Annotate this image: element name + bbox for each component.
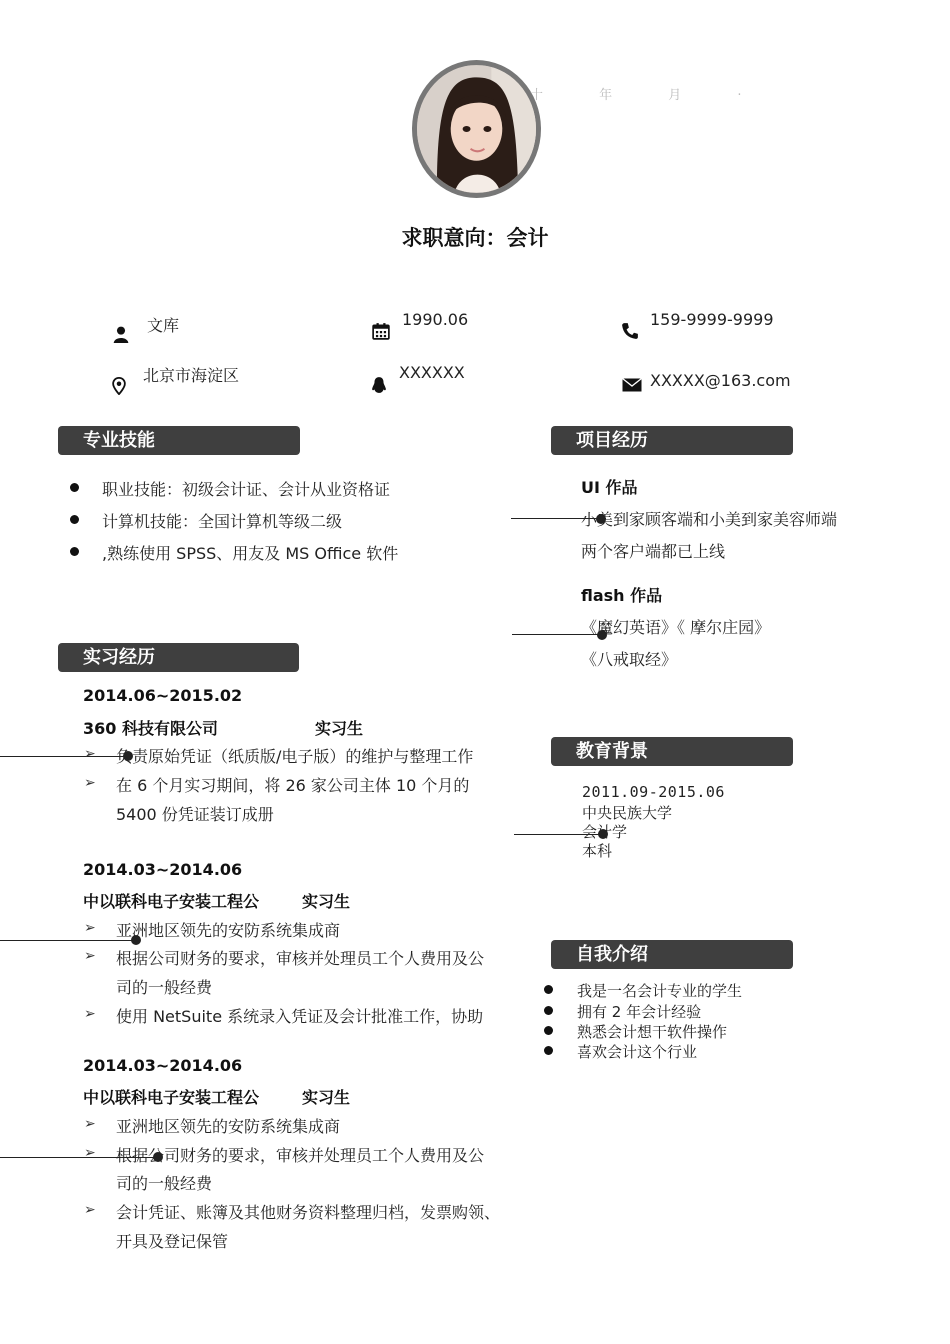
arrow-bullet-icon: ➢ [84, 1202, 96, 1218]
internship-bullet: 司的一般经费 [116, 1174, 213, 1193]
internship-period: 2014.03~2014.06 [83, 1056, 243, 1075]
contact-address: 北京市海淀区 [143, 366, 240, 385]
mail-icon [622, 377, 642, 393]
internship-bullet: 亚洲地区领先的安防系统集成商 [116, 921, 341, 940]
profile-photo [412, 60, 541, 198]
internship-bullet: 在 6 个月实习期间，将 26 家公司主体 10 个月的 [116, 776, 470, 795]
arrow-bullet-icon: ➢ [84, 1006, 96, 1022]
self-intro-item: 拥有 2 年会计经验 [577, 1003, 702, 1021]
internship-role: 实习生 [302, 1088, 351, 1107]
education-period: 2011.09-2015.06 [582, 783, 725, 801]
phone-icon [621, 322, 639, 340]
bullet-dot [70, 547, 79, 556]
project-line: 《八戒取经》 [581, 650, 678, 669]
bullet-dot [70, 483, 79, 492]
internship-bullet: 会计凭证、账簿及其他财务资料整理归档，发票购领、 [116, 1203, 501, 1222]
project-group-title: flash 作品 [581, 586, 663, 605]
internship-bullet: 5400 份凭证装订成册 [116, 805, 274, 824]
arrow-bullet-icon: ➢ [84, 746, 96, 762]
internship-company: 中以联科电子安装工程公 [83, 892, 260, 911]
internship-period: 2014.06~2015.02 [83, 686, 243, 705]
section-header-projects: 项目经历 [551, 426, 793, 455]
skill-item: ,熟练使用 SPSS、用友及 MS Office 软件 [102, 544, 399, 563]
internship-role: 实习生 [315, 719, 364, 738]
qq-penguin-icon [370, 376, 388, 394]
skill-item: 职业技能：初级会计证、会计从业资格证 [102, 480, 391, 499]
internship-bullet: 司的一般经费 [116, 978, 213, 997]
internship-role: 实习生 [302, 892, 351, 911]
internship-company: 360 科技有限公司 [83, 719, 218, 738]
internship-bullet: 亚洲地区领先的安防系统集成商 [116, 1117, 341, 1136]
education-school: 中央民族大学 [582, 804, 673, 822]
faded-header-text: 十 年 月 · [530, 88, 768, 103]
skill-item: 计算机技能：全国计算机等级二级 [102, 512, 343, 531]
internship-company: 中以联科电子安装工程公 [83, 1088, 260, 1107]
contact-phone: 159-9999-9999 [650, 310, 774, 329]
education-degree: 本科 [582, 842, 613, 860]
bullet-dot [70, 515, 79, 524]
arrow-bullet-icon: ➢ [84, 920, 96, 936]
decorative-line [0, 756, 132, 757]
portrait-image [417, 65, 536, 193]
arrow-bullet-icon: ➢ [84, 775, 96, 791]
section-header-internship: 实习经历 [58, 643, 299, 672]
section-header-self-intro: 自我介绍 [551, 940, 793, 969]
contact-email: XXXXX@163.com [650, 371, 791, 390]
location-pin-icon [110, 377, 128, 395]
project-line: 两个客户端都已上线 [581, 542, 726, 561]
internship-bullet: 开具及登记保管 [116, 1232, 229, 1251]
bullet-dot [544, 985, 553, 994]
section-header-education: 教育背景 [551, 737, 793, 766]
internship-bullet: 负责原始凭证（纸质版/电子版）的维护与整理工作 [116, 747, 474, 766]
project-line: 《魔幻英语》《 摩尔庄园》 [581, 618, 771, 637]
project-line: 小美到家顾客端和小美到家美容师端 [581, 510, 838, 529]
internship-bullet: 根据公司财务的要求，审核并处理员工个人费用及公 [116, 1146, 485, 1165]
internship-bullet: 根据公司财务的要求，审核并处理员工个人费用及公 [116, 949, 485, 968]
contact-birth: 1990.06 [402, 310, 469, 329]
arrow-bullet-icon: ➢ [84, 1145, 96, 1161]
education-major: 会计学 [582, 823, 628, 841]
arrow-bullet-icon: ➢ [84, 1116, 96, 1132]
self-intro-item: 喜欢会计这个行业 [577, 1043, 698, 1061]
section-header-skills: 专业技能 [58, 426, 300, 455]
job-intent-title: 求职意向：会计 [401, 226, 549, 250]
internship-period: 2014.03~2014.06 [83, 860, 243, 879]
self-intro-item: 我是一名会计专业的学生 [577, 982, 743, 1000]
arrow-bullet-icon: ➢ [84, 948, 96, 964]
bullet-dot [544, 1006, 553, 1015]
project-group-title: UI 作品 [581, 478, 638, 497]
bullet-dot [544, 1046, 553, 1055]
self-intro-item: 熟悉会计想干软件操作 [577, 1023, 728, 1041]
internship-bullet: 使用 NetSuite 系统录入凭证及会计批准工作，协助 [116, 1007, 484, 1026]
bullet-dot [544, 1026, 553, 1035]
calendar-icon [372, 322, 390, 340]
user-icon [112, 325, 130, 343]
contact-name: 文库 [147, 316, 180, 335]
contact-qq: XXXXXX [399, 363, 465, 382]
